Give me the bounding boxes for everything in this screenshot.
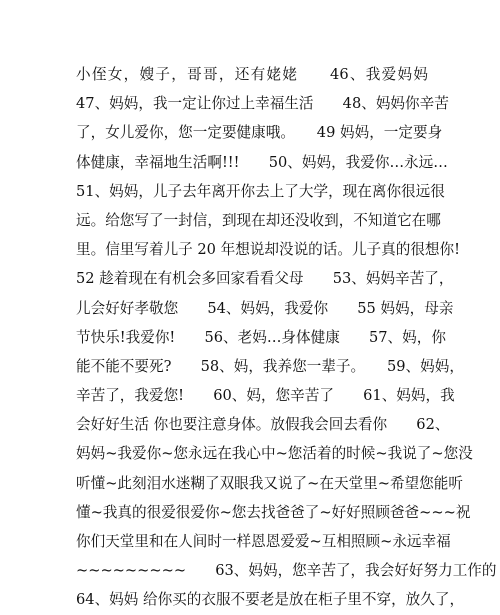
text-line: 儿会好好孝敬您 54、妈妈，我爱你 55 妈妈，母亲 (76, 299, 454, 317)
text-line: 能不能不要死? 58、妈，我养您一辈子。 59、妈妈， (76, 357, 464, 375)
text-line: 会好好生活 你也要注意身体。放假我会回去看你 62、 (76, 416, 450, 434)
text-line: 妈妈~我爱你~您永远在我心中~您活着的时候~我说了~您没 (76, 445, 473, 463)
text-line: 远。给您写了一封信，到现在却还没收到，不知道它在哪 (76, 211, 441, 229)
text-line: ~~~~~~~~~ 63、妈妈，您辛苦了，我会好好努力工作的 (76, 562, 497, 580)
text-line: 听懂~此刻泪水迷糊了双眼我又说了~在天堂里~希望您能听 (76, 474, 463, 492)
text-line: 64、妈妈 给你买的衣服不要老是放在柜子里不穿，放久了， (76, 591, 465, 609)
text-line: 辛苦了，我爱您! 60、妈，您辛苦了 61、妈妈，我 (76, 387, 455, 405)
text-line: 了，女儿爱你，您一定要健康哦。 49 妈妈，一定要身 (76, 124, 443, 142)
text-line: 里。信里写着儿子 20 年想说却没说的话。儿子真的很想你! (76, 241, 460, 259)
text-line: 你们天堂里和在人间时一样恩恩爱爱~互相照顾~永远幸福 (76, 533, 451, 550)
body-text (76, 60, 497, 615)
text-line: 52 趁着现在有机会多回家看看父母 53、妈妈辛苦了， (76, 270, 454, 288)
text-line: 51、妈妈，儿子去年离开你去上了大学，现在离你很远很 (76, 182, 445, 200)
text-line: 体健康，幸福地生活啊!!! 50、妈妈，我爱你…永远… (76, 153, 448, 171)
text-line: 小侄女，嫂子，哥哥，还有姥姥 46、我爱妈妈 (76, 66, 428, 83)
text-line: 懂~我真的很爱很爱你~您去找爸爸了~好好照顾爸爸~~~祝 (76, 503, 471, 521)
text-line: 47、妈妈，我一定让你过上幸福生活 48、妈妈你辛苦 (76, 95, 449, 113)
text-line: 节快乐!我爱你! 56、老妈…身体健康 57、妈，你 (76, 328, 446, 346)
